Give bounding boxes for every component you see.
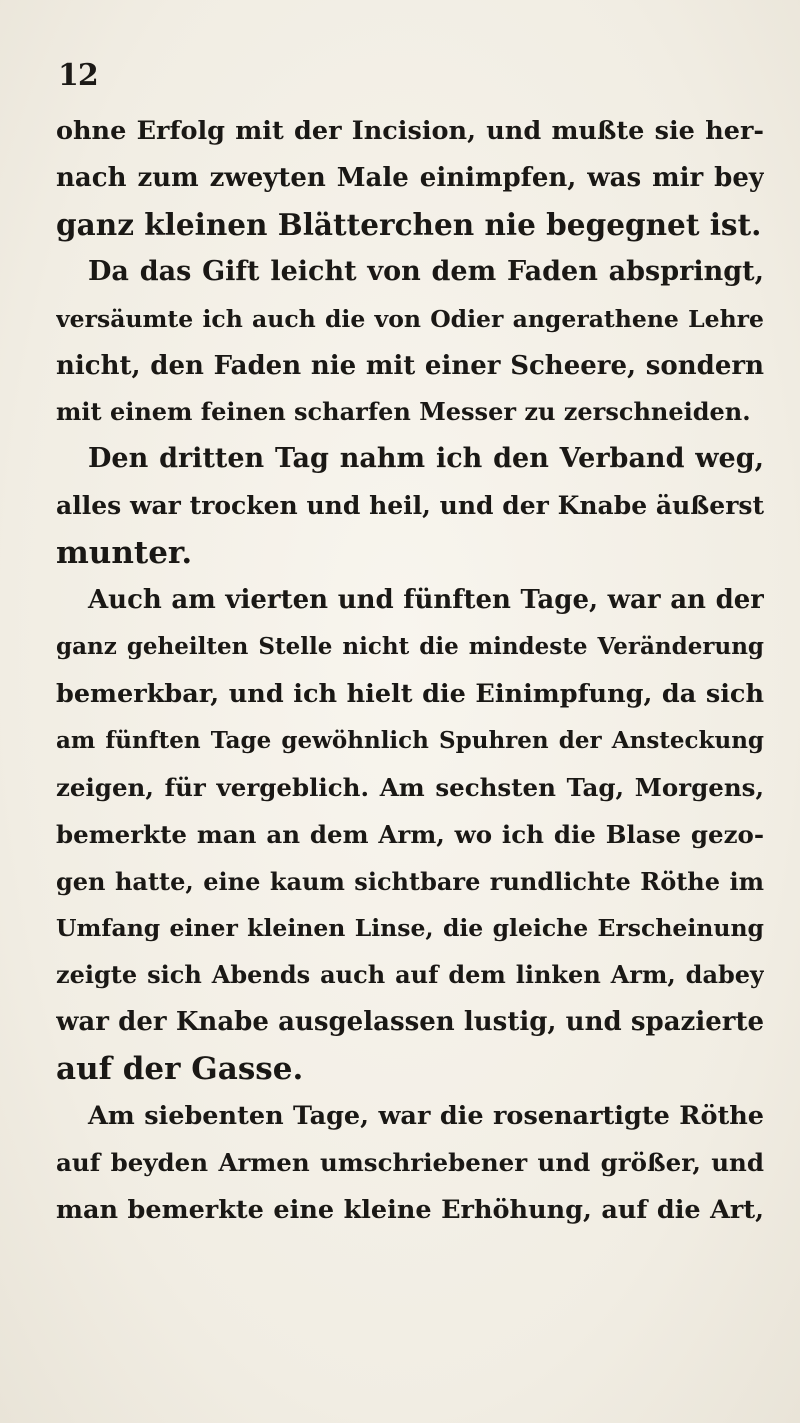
text-line: zeigte sich Abends auch auf dem linken Arm, dabey <box>56 960 764 990</box>
text-line: man bemerkte eine kleine Erhöhung, auf die Art, <box>56 1194 764 1225</box>
text-line: war der Knabe ausgelassen lustig, und spazierte <box>56 1007 764 1038</box>
text-line: bemerkte man an dem Arm, wo ich die Blase gezo- <box>56 819 764 849</box>
text-line: gen hatte, eine kaum sichtbare rundlichte Röthe im <box>56 866 764 896</box>
text-line: auf beyden Armen umschriebener und größer, und <box>56 1147 764 1177</box>
text-line: Auch am vierten und fünften Tage, war an der <box>88 585 764 616</box>
text-line: versäumte ich auch die von Odier angerathene Lehre <box>56 304 764 333</box>
text-line: ohne Erfolg mit der Incision, und mußte sie her- <box>56 116 764 146</box>
text-line: mit einem feinen scharfen Messer zu zerschneiden. <box>56 397 751 427</box>
page-number: 12 <box>58 58 98 93</box>
text-line: Am siebenten Tage, war die rosenartigte Röthe <box>88 1101 764 1132</box>
text-line: munter. <box>56 535 193 572</box>
text-line: Umfang einer kleinen Linse, die gleiche Erscheinung <box>56 914 764 943</box>
text-line: am fünften Tage gewöhnlich Spuhren der Ansteckung <box>56 726 764 754</box>
text-line: alles war trocken und heil, und der Knabe äußerst <box>56 491 764 521</box>
text-line: Den dritten Tag nahm ich den Verband weg, <box>88 443 764 475</box>
text-line: auf der Gasse. <box>56 1051 304 1088</box>
text-line: ganz geheilten Stelle nicht die mindeste Veränderung <box>56 632 764 660</box>
text-line: Da das Gift leicht von dem Faden abspringt, <box>88 255 764 287</box>
text-line: bemerkbar, und ich hielt die Einimpfung, da sich <box>56 678 764 709</box>
text-line: nicht, den Faden nie mit einer Scheere, sondern <box>56 350 764 381</box>
text-line: ganz kleinen Blätterchen nie begegnet ist. <box>56 206 762 242</box>
text-line: zeigen, für vergeblich. Am sechsten Tag, Morgens, <box>56 772 764 802</box>
text-line: nach zum zweyten Male einimpfen, was mir bey <box>56 162 764 193</box>
body-text <box>56 108 764 1234</box>
